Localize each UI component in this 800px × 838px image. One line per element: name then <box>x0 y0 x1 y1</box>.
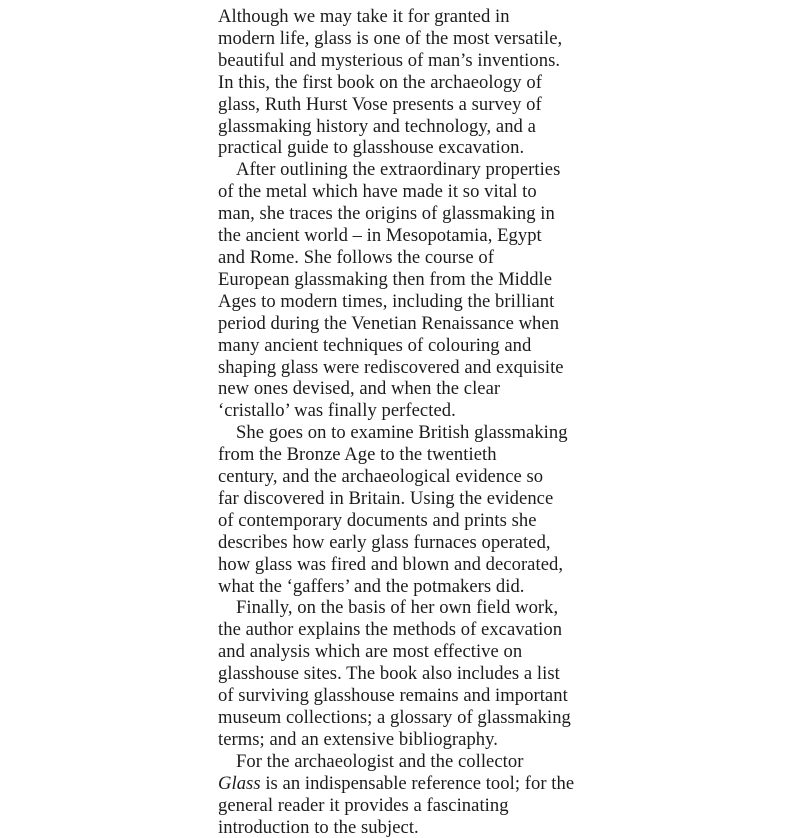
text-line: the ancient world – in Mesopotamia, Egypt <box>218 225 542 247</box>
book-title: Glass <box>218 772 261 794</box>
text-line: Although we may take it for granted in <box>218 6 510 27</box>
text-line: glassmaking history and technology, and a <box>218 115 536 137</box>
text-line: Ages to modern times, including the brilliant <box>218 290 555 312</box>
closing-line-4: introduction to the subject. <box>218 816 419 838</box>
text-line: far discovered in Britain. Using the evidence <box>218 487 554 509</box>
text-line: practical guide to glasshouse excavation. <box>218 137 525 159</box>
closing-paragraph <box>218 751 798 838</box>
text-line: glass, Ruth Hurst Vose presents a survey of <box>218 93 542 115</box>
text-line: and analysis which are most effective on <box>218 641 523 663</box>
closing-line-3: general reader it provides a fascinating <box>218 794 509 816</box>
text-line: new ones devised, and when the clear <box>218 378 501 400</box>
text-line: modern life, glass is one of the most versatile, <box>218 27 563 49</box>
text-line: describes how early glass furnaces operated, <box>218 531 551 553</box>
closing-line-2 <box>218 773 798 795</box>
closing-line-2-rest: is an indispensable reference tool; for the <box>260 772 575 794</box>
text-line: shaping glass were rediscovered and exquisite <box>218 356 564 378</box>
text-line: what the ‘gaffers’ and the potmakers did. <box>218 575 525 597</box>
text-line: the author explains the methods of excavation <box>218 619 563 641</box>
text-line: Finally, on the basis of her own field work, <box>236 597 559 619</box>
text-line: period during the Venetian Renaissance when <box>218 312 560 334</box>
paragraph-3 <box>218 422 798 597</box>
text-line: glasshouse sites. The book also includes a list <box>218 663 560 685</box>
text-line: man, she traces the origins of glassmaking in <box>218 203 555 225</box>
blurb-paragraphs <box>218 6 798 751</box>
paragraph-1 <box>218 6 798 159</box>
text-line: and Rome. She follows the course of <box>218 246 494 268</box>
text-line: from the Bronze Age to the twentieth <box>218 444 497 466</box>
closing-line-1: For the archaeologist and the collector <box>236 750 524 772</box>
text-line: of the metal which have made it so vital to <box>218 181 537 203</box>
text-line: beautiful and mysterious of man’s inventions. <box>218 49 561 71</box>
text-line: many ancient techniques of colouring and <box>218 334 532 356</box>
text-line: terms; and an extensive bibliography. <box>218 728 498 750</box>
text-line: European glassmaking then from the Middle <box>218 268 553 290</box>
text-line: museum collections; a glossary of glassmaking <box>218 707 571 728</box>
text-line: She goes on to examine British glassmaking <box>236 422 568 444</box>
book-blurb <box>218 6 798 838</box>
text-line: of surviving glasshouse remains and important <box>218 685 568 707</box>
text-line: of contemporary documents and prints she <box>218 509 537 531</box>
text-line: century, and the archaeological evidence so <box>218 466 544 488</box>
paragraph-2 <box>218 159 798 422</box>
text-line: ‘cristallo’ was finally perfected. <box>218 400 456 422</box>
paragraph-4 <box>218 597 798 750</box>
text-line: how glass was fired and blown and decorated, <box>218 553 564 575</box>
text-line: In this, the first book on the archaeology of <box>218 71 542 93</box>
text-line: After outlining the extraordinary properties <box>236 159 561 181</box>
